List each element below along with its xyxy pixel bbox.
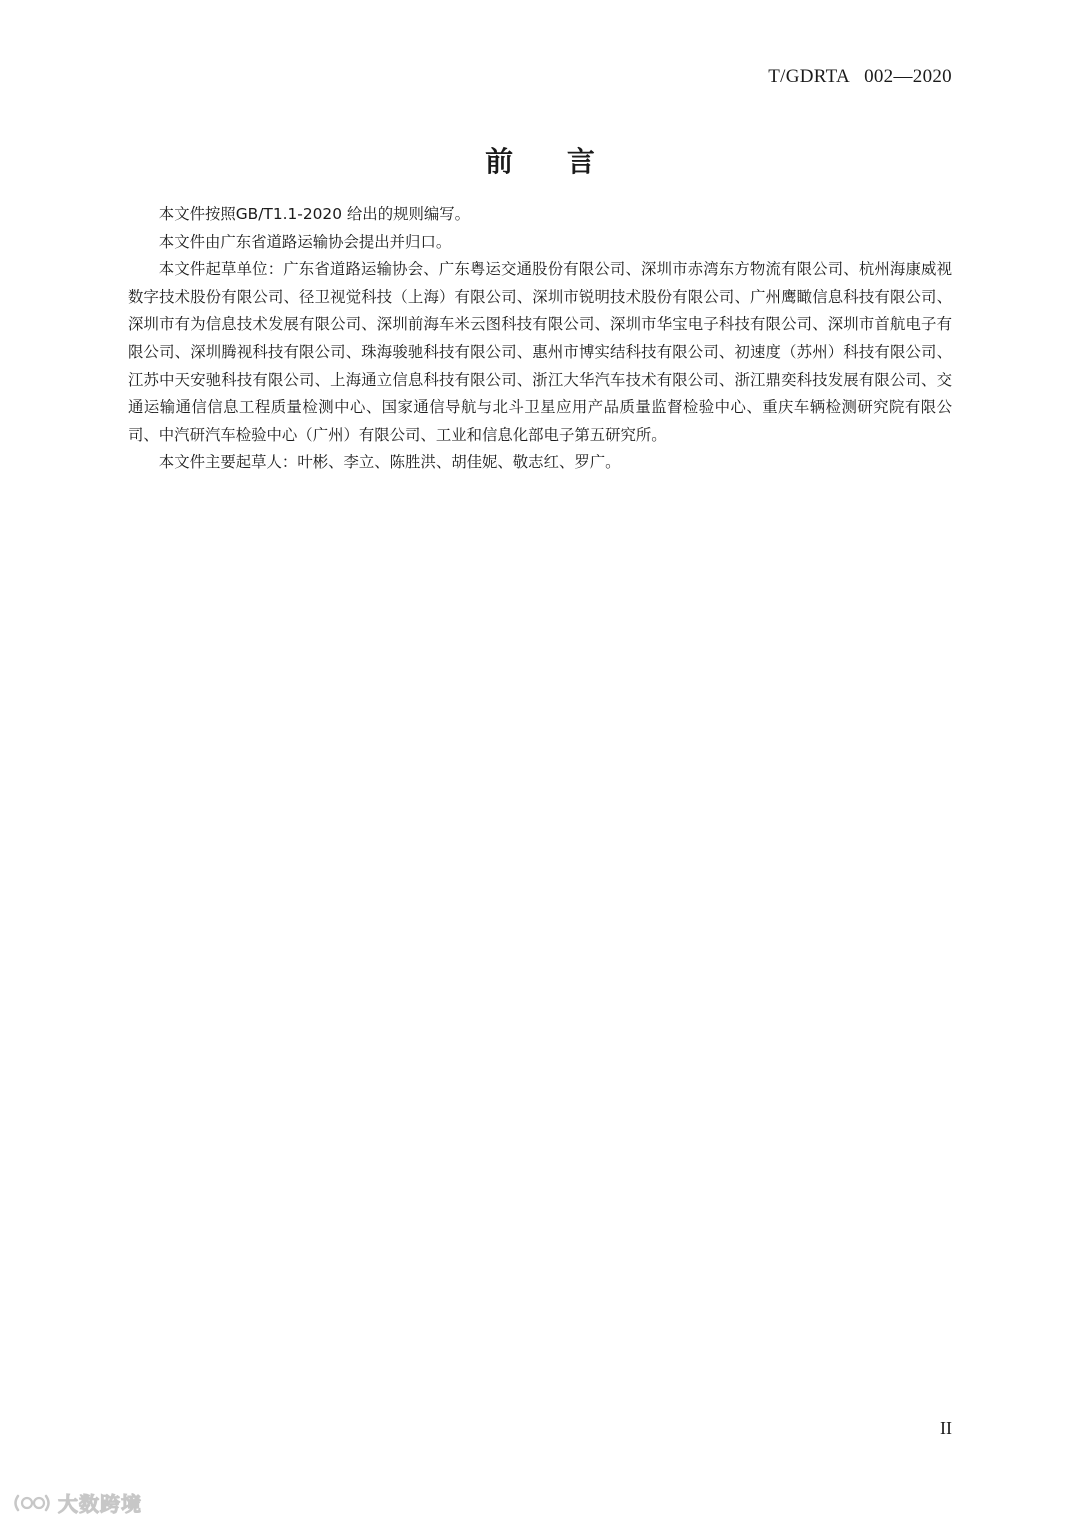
paragraph-drafting-rules: 本文件按照GB/T1.1-2020 给出的规则编写。 [158, 205, 471, 223]
standard-code: T/GDRTA 002—2020 [768, 66, 952, 87]
document-body [128, 201, 952, 477]
paragraph-proposer: 本文件由广东省道路运输协会提出并归口。 [158, 232, 452, 251]
page-title: 前 言 [485, 145, 617, 178]
paragraph-main-drafters: 本文件主要起草人：叶彬、李立、陈胜洪、胡佳妮、敬志红、罗广。 [158, 453, 621, 472]
page-number: II [940, 1418, 952, 1438]
watermark [12, 1488, 142, 1517]
brand-logo-icon [12, 1492, 52, 1514]
paragraph-drafting-units: 本文件起草单位：广东省道路运输协会、广东粤运交通股份有限公司、深圳市赤湾东方物流有限公司、杭州海康威视数字技术股份有限公司、径卫视觉科技（上海）有限公司、深圳市锐明技术股份有限公司、广州鹰瞰信息科技有限公司、深圳市有为信息技术发展有限公司、深圳前海车米云图科技有限公司、深圳市华宝电子科技有限公司、深圳市首航电子有限公司、深圳腾视科技有限公司、珠海骏驰科技有限公司、惠州市博实结科技有限公司、初速度（苏州）科技有限公司、江苏中天安驰科技有限公司、上海通立信息科技有限公司、浙江大华汽车技术有限公司、浙江鼎奕科技发展有限公司、交通运输通信信息工程质量检测中心、国家通信导航与北斗卫星应用产品质量监督检验中心、重庆车辆检测研究院有限公司、中汽研汽车检验中心（广州）有限公司、工业和信息化部电子第五研究所。 [128, 260, 952, 444]
watermark-text: 大数跨境 [58, 1492, 142, 1516]
